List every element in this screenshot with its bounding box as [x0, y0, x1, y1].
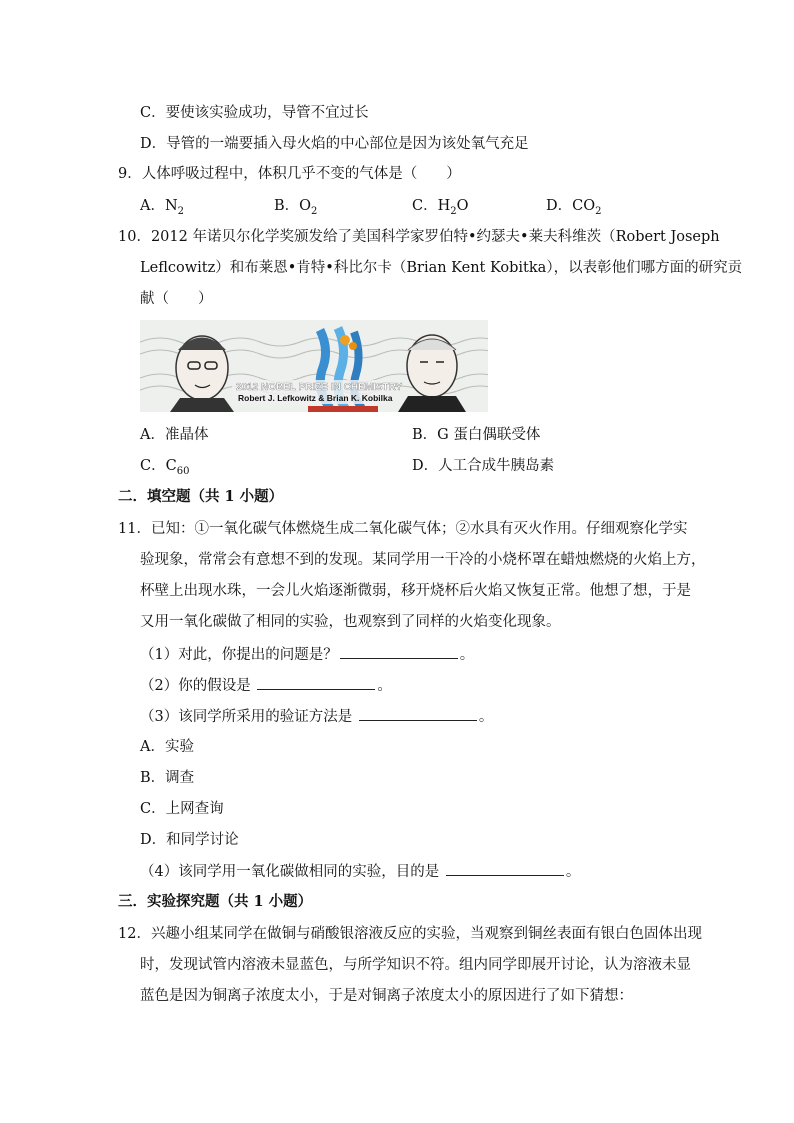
q11-option-b: B．调查: [140, 770, 195, 786]
portrait-left: [170, 336, 234, 412]
answer-blank-2[interactable]: [257, 675, 375, 690]
q9-option-c: C．$H_2O$: [412, 198, 469, 217]
q12-stem-line3: 蓝色是因为铜离子浓度太小，于是对铜离子浓度太小的原因进行了如下猜想：: [140, 988, 633, 1004]
nobel-prize-figure: [140, 320, 488, 412]
q11-stem-line3: 杯壁上出现水珠，一会儿火焰逐渐微弱，移开烧杯后火焰又恢复正常。他想了想，于是: [140, 583, 691, 599]
q11-stem-line4: 又用一氧化碳做了相同的实验，也观察到了同样的火焰变化现象。: [140, 614, 561, 630]
q11-option-d: D．和同学讨论: [140, 832, 239, 848]
answer-blank-1[interactable]: [340, 644, 458, 659]
q9-option-d: D．$CO_2$: [546, 198, 602, 217]
q11-sub-question-4: （4）该同学用一氧化碳做相同的实验，目的是 。: [140, 861, 580, 882]
figure-title: 2012 NOBEL PRIZE IN CHEMISTRY: [236, 382, 403, 393]
section-fill-in-title: 二．填空题（共 1 小题）: [118, 488, 284, 505]
q11-stem-line2: 验现象，常常会有意想不到的发现。某同学用一干冷的小烧杯罩在蜡烛燃烧的火焰上方，: [140, 552, 706, 568]
q11-sub-question-2: （2）你的假设是 。: [140, 675, 392, 696]
q9-stem: 9．人体呼吸过程中，体积几乎不变的气体是（ ）: [118, 166, 461, 182]
q11-option-c: C．上网查询: [140, 801, 224, 817]
q9-option-a: A．$N_2$: [140, 198, 185, 217]
q11-sub-question-3: （3）该同学所采用的验证方法是 。: [140, 706, 493, 727]
q10-option-d: D．人工合成牛胰岛素: [412, 458, 555, 474]
figure-subtitle: Robert J. Lefkowitz & Brian K. Kobilka: [238, 393, 393, 403]
q9-option-b: B．$O_2$: [274, 198, 318, 217]
q10-stem-line3: 献（ ）: [140, 291, 213, 307]
q10-option-c: C．$C_{60}$: [140, 458, 190, 477]
nobel-illustration: [140, 320, 488, 412]
answer-blank-4[interactable]: [446, 861, 564, 876]
q8-option-c: C．要使该实验成功，导管不宜过长: [140, 105, 369, 121]
q11-option-a: A．实验: [140, 739, 194, 755]
q12-stem-line2: 时，发现试管内溶液未显蓝色，与所学知识不符。组内同学即展开讨论，认为溶液未显: [140, 957, 691, 973]
q10-stem-line2: Leflcowitz）和布莱恩•肯特•科比尔卡（Brian Kent Kobitka），以表彰他们哪方面的研究贡: [140, 260, 743, 276]
q11-sub-question-1: （1）对此，你提出的问题是？ 。: [140, 644, 474, 665]
portrait-right: [398, 335, 466, 412]
q11-stem-line1: 11．已知：①一氧化碳气体燃烧生成二氧化碳气体；②水具有灭火作用。仔细观察化学实: [118, 521, 688, 537]
q12-stem-line1: 12．兴趣小组某同学在做铜与硝酸银溶液反应的实验，当观察到铜丝表面有银白色固体出现: [118, 926, 702, 942]
q8-option-d: D．导管的一端要插入母火焰的中心部位是因为该处氧气充足: [140, 136, 529, 152]
q10-stem-line1: 10．2012 年诺贝尔化学奖颁发给了美国科学家罗伯特•约瑟夫•莱夫科维茨（Robert Joseph: [118, 229, 720, 245]
q10-option-b: B．G 蛋白偶联受体: [412, 427, 541, 443]
q10-option-a: A．准晶体: [140, 427, 209, 443]
answer-blank-3[interactable]: [359, 706, 477, 721]
section-experiment-title: 三．实验探究题（共 1 小题）: [118, 893, 313, 910]
